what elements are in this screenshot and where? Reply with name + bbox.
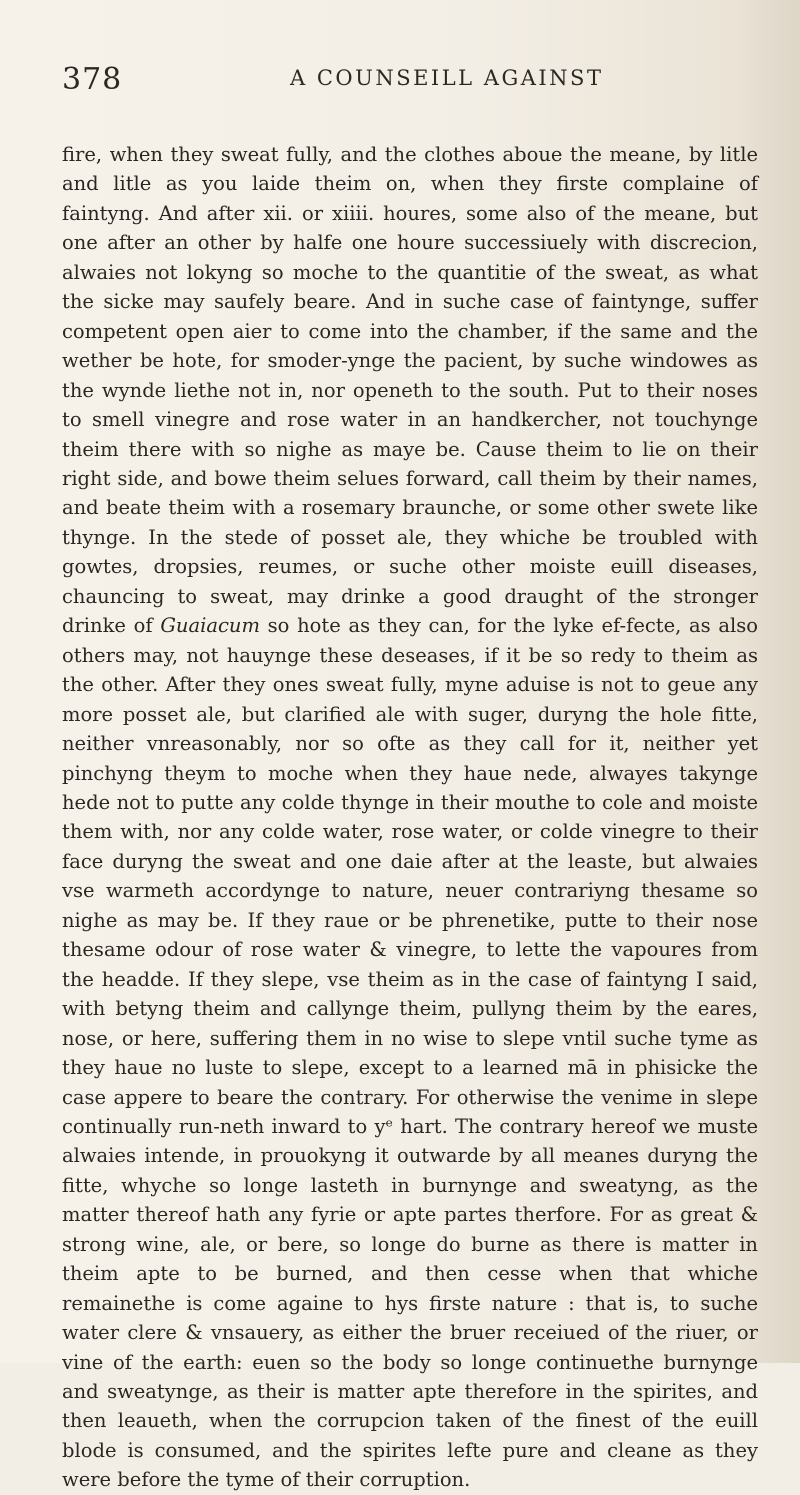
sentence: Put to their noses to smell vinegre and rose water in an handkercher, not touchynge theim there with so nighe as maye be. (62, 378, 758, 461)
paragraph (62, 140, 758, 1495)
sentence: If they raue or be phrenetike, putte to their nose thesame odour of rose water & vinegre, to lette the vapoures from the headde. (62, 908, 758, 991)
sentence: For as great & strong wine, ale, or bere, so longe do burne as there is matter in theim apte to be burned, and then cesse when that whiche remainethe is come againe to hys firste nature : that is, to suche water clere & vnsauery, as either the bruer receiued of the riuer, or vine of the earth: euen so the body so longe continuethe burnynge and sweatynge, as their is matter apte therefore in the spirites, and then leaueth, when the corrupcion taken of the finest of the euill blode is consumed, and the spirites lefte pure and cleane as they were before the tyme of their corruption. (62, 1203, 758, 1492)
sentence: fire, when they sweat fully, and the clothes aboue the meane, by litle and litle as you laide theim on, when they firste complaine of faintyng. And after xii. or xiiii. houres, some also of the meane, but one after an other by halfe one houre successiuely with discrecion, alwaies not lokyng so moche to the quantitie of the sweat, as what the sicke may saufely beare. (62, 143, 758, 314)
running-head (0, 62, 800, 102)
sentence: After they ones sweat fully, myne aduise is not to geue any more posset ale, but clarified ale with suger, duryng the hole fitte, neither vnreasonably, nor so ofte as they call for it, neither yet pinchyng theym to moche when they haue nede, alwayes takynge hede not to putte any colde thynge in their mouthe to cole and moiste them with, nor any colde water, rose water, or colde vinegre to their face duryng the sweat and one daie after at the leaste, but alwaies vse warmeth accordynge to nature, neuer contrariyng thesame so nighe as may be. (62, 673, 759, 932)
sentence: so hote as they can, for the lyke ef-fecte, as also others may, not hauynge these deseases, if it be so redy to theim as the other. (62, 614, 759, 697)
sentence: In the stede of posset ale, they whiche be troubled with gowtes, dropsies, reumes, or suche other moiste euill diseases, chauncing to sweat, may drinke a good draught of the stronger drinke of (62, 525, 758, 638)
italic-term: Guaiacum (160, 614, 260, 638)
page-number: 378 (62, 62, 123, 97)
body-text (62, 140, 758, 1495)
sentence: For otherwise the venime in slepe continually run-neth inward to yᵉ hart. (62, 1085, 758, 1138)
sentence: If they slepe, vse theim as in the case of faintyng I said, with betyng theim and callynge theim, pullyng theim by the eares, nose, or here, suffering them in no wise to slepe vntil suche tyme as they haue no luste to slepe, except to a learned mā in phisicke the case appere to beare the contrary. (62, 967, 759, 1109)
running-title: A COUNSEILL AGAINST (290, 66, 604, 90)
sentence: The contrary hereof we muste alwaies intende, in prouokyng it outwarde by all meanes duryng the fitte, whyche so longe lasteth in burnynge and sweatyng, as the matter thereof hath any fyrie or apte partes therfore. (62, 1114, 759, 1227)
sentence: Cause theim to lie on their right side, and bowe theim selues forward, call theim by their names, and beate theim with a rosemary braunche, or some other swete like thynge. (62, 437, 758, 549)
sentence: And in suche case of faintynge, suffer competent open aier to come into the chamber, if the same and the wether be hote, for smoder-ynge the pacient, by suche windowes as the wynde liethe not in, nor openeth to the south. (62, 290, 758, 402)
